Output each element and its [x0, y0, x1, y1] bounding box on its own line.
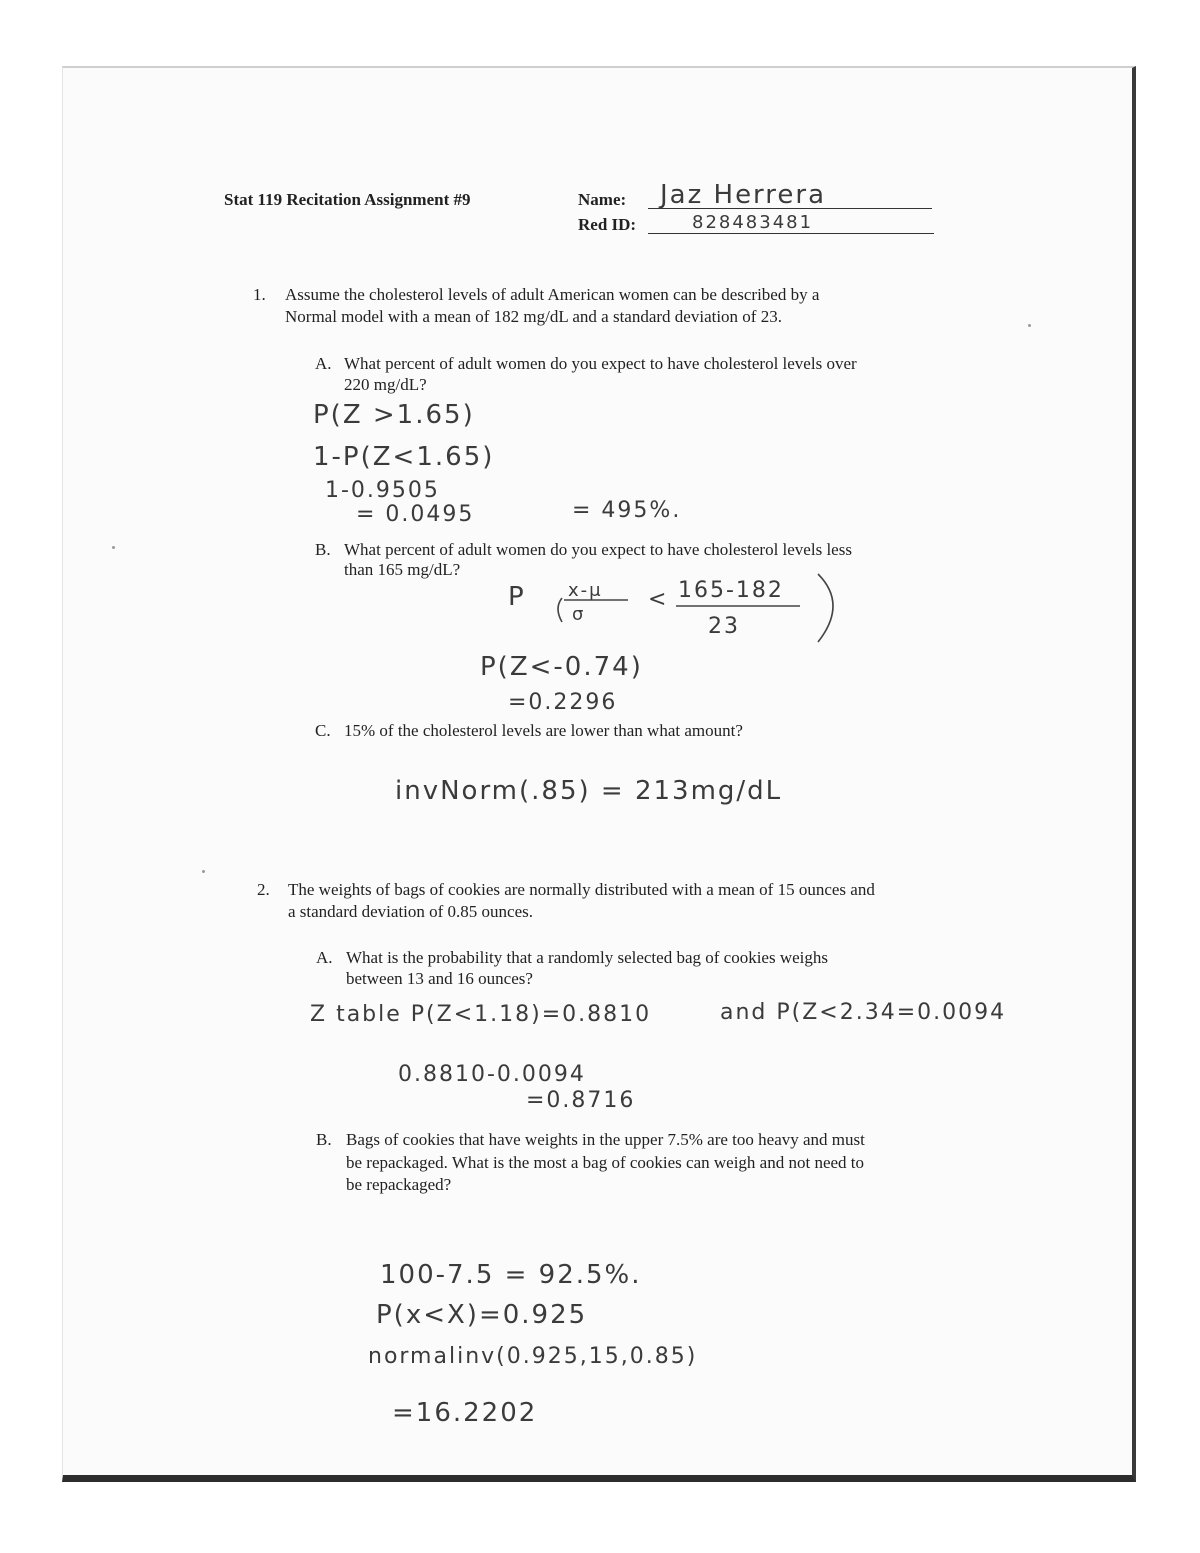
redid-label: Red ID: [578, 215, 637, 234]
q1a-work-line2: 1-P(Z<1.65) [313, 442, 495, 472]
q1-part-c-line1: 15% of the cholesterol levels are lower than what amount? [344, 721, 743, 740]
redid-value: 828483481 [692, 212, 814, 233]
question-2-text-line2: a standard deviation of 0.85 ounces. [288, 902, 534, 921]
q1b-numerator-right: 165-182 [678, 578, 784, 603]
q1-part-a-letter: A. [315, 354, 332, 373]
q1-part-b-letter: B. [315, 540, 331, 559]
q1b-less-than: < [648, 587, 669, 612]
question-1-number: 1. [253, 285, 266, 304]
q1-part-b-line1: What percent of adult women do you expect to have cholesterol levels less [344, 540, 852, 559]
q1-part-b-line2: than 165 mg/dL? [344, 560, 461, 579]
q1-part-a-line2: 220 mg/dL? [344, 375, 427, 394]
q1a-work-line4: = 0.0495 [356, 502, 475, 527]
question-2-text-line1: The weights of bags of cookies are normally distributed with a mean of 15 ounces and [288, 880, 875, 899]
scan-speck [1028, 324, 1031, 327]
scan-speck [202, 870, 205, 873]
q2a-work-line3: =0.8716 [526, 1088, 636, 1113]
q2-part-a-line2: between 13 and 16 ounces? [346, 969, 533, 988]
q1b-work-line2: P(Z<-0.74) [480, 652, 643, 682]
q1b-denominator-left: σ [572, 604, 586, 625]
question-2-number: 2. [257, 880, 270, 899]
q1b-fraction-brackets [500, 570, 850, 650]
q2-part-b-line2: be repackaged. What is the most a bag of cookies can weigh and not need to [346, 1153, 865, 1172]
name-value: Jaz Herrera [660, 180, 827, 210]
q1a-work-line3: 1-0.9505 [325, 478, 440, 503]
q1b-numerator-left: x-μ [568, 580, 603, 601]
question-1-text-line2: Normal model with a mean of 182 mg/dL and a standard deviation of 23. [285, 307, 782, 326]
q2-part-b-line3: be repackaged? [346, 1175, 452, 1194]
question-1-text-line1: Assume the cholesterol levels of adult American women can be described by a [285, 285, 820, 304]
q1c-work: invNorm(.85) = 213mg/dL [395, 776, 783, 806]
q2-part-a-letter: A. [316, 948, 333, 967]
redid-underline [648, 233, 934, 234]
q2b-work-line4: =16.2202 [392, 1398, 538, 1428]
q2a-work-line1: Z table P(Z<1.18)=0.8810 [310, 1002, 652, 1027]
q2a-work-line1b: and P(Z<2.34=0.0094 [720, 1000, 1007, 1025]
q1-part-a-line1: What percent of adult women do you expect to have cholesterol levels over [344, 354, 857, 373]
q2b-work-line3: normalinv(0.925,15,0.85) [368, 1344, 698, 1369]
q1-part-c-letter: C. [315, 721, 331, 740]
q1b-denominator-right: 23 [708, 614, 740, 639]
q2-part-a-line1: What is the probability that a randomly selected bag of cookies weighs [346, 948, 829, 967]
q1b-p-symbol: P [508, 582, 526, 612]
name-label: Name: [578, 190, 627, 209]
assignment-title: Stat 119 Recitation Assignment #9 [224, 190, 471, 209]
q2-part-b-line1: Bags of cookies that have weights in the upper 7.5% are too heavy and must [346, 1130, 865, 1149]
q2b-work-line1: 100-7.5 = 92.5%. [380, 1260, 642, 1290]
q2a-work-line2: 0.8810-0.0094 [398, 1062, 586, 1087]
q1a-work-line1: P(Z >1.65) [313, 400, 475, 430]
q1b-work-line3: =0.2296 [508, 690, 618, 715]
q2b-work-line2: P(x<X)=0.925 [376, 1300, 588, 1330]
q2-part-b-letter: B. [316, 1130, 332, 1149]
q1a-answer: = 495%. [572, 498, 682, 523]
scan-speck [112, 546, 115, 549]
